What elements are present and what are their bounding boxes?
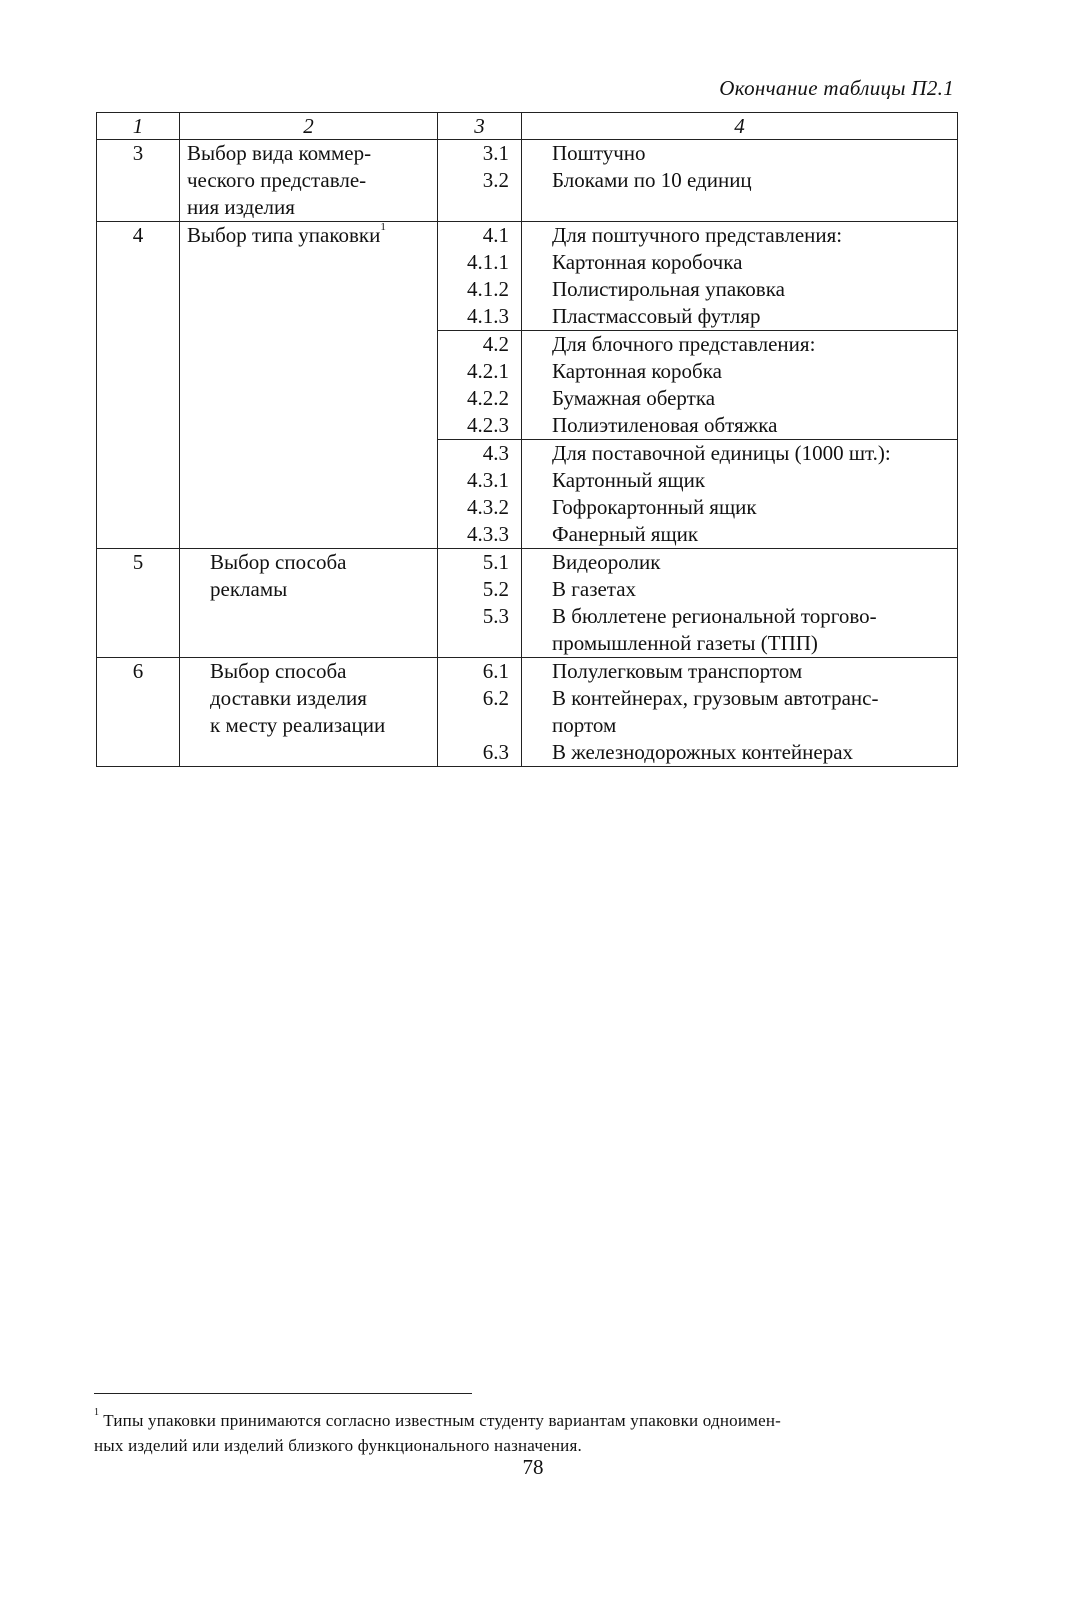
- code-cell: [438, 549, 522, 658]
- option-code: 4.2.1: [467, 359, 509, 383]
- row-number: 6: [132, 659, 144, 683]
- row-name: Выбор вида коммер- ческого представле- ния изделия: [187, 141, 372, 219]
- option-cell: [522, 549, 958, 658]
- row-number-cell: [97, 222, 180, 549]
- option-text: В газетах: [552, 577, 637, 601]
- option-code: 3.1: [482, 141, 509, 165]
- option-text: Картонная коробка: [552, 359, 722, 383]
- option-code: 4.1.3: [467, 304, 509, 328]
- option-text: Пластмассовый футляр: [552, 304, 761, 328]
- row-number-cell: [97, 549, 180, 658]
- option-code: 6.2: [482, 686, 509, 710]
- option-cell: [522, 331, 958, 440]
- option-code: 4.2.2: [467, 386, 509, 410]
- option-code: 4.2.3: [467, 413, 509, 437]
- row-name: Выбор типа упаковки: [187, 223, 381, 247]
- code-cell: [438, 658, 522, 767]
- option-cell: [522, 440, 958, 549]
- option-text: Гофрокартонный ящик: [552, 495, 757, 519]
- footnote-mark: 1: [94, 1407, 100, 1418]
- row-name-cell: [180, 658, 438, 767]
- option-text: Фанерный ящик: [552, 522, 699, 546]
- row-number: 4: [132, 223, 144, 247]
- row-number: 5: [132, 550, 144, 574]
- table-row: [97, 658, 958, 767]
- option-code: 4.3.3: [467, 522, 509, 546]
- row-name: Выбор способа доставки изделия к месту реализации: [210, 659, 386, 737]
- footnote: [94, 1408, 956, 1458]
- option-text: Для поставочной единицы (1000 шт.):: [552, 441, 891, 465]
- option-code: 4.3.2: [467, 495, 509, 519]
- option-cell: [522, 658, 958, 767]
- code-cell: [438, 222, 522, 331]
- option-code: 4.3.1: [467, 468, 509, 492]
- row-number-cell: [97, 140, 180, 222]
- row-name-cell: [180, 140, 438, 222]
- option-code: 4.3: [482, 441, 509, 465]
- header-cell: 3: [438, 113, 522, 140]
- option-text: Полистирольная упаковка: [552, 277, 785, 301]
- option-text: Видеоролик: [552, 550, 661, 574]
- option-cell: [522, 140, 958, 222]
- option-text: Для поштучного представления:: [552, 223, 843, 247]
- option-text: Поштучно: [552, 141, 646, 165]
- option-code: 3.2: [482, 168, 509, 192]
- data-table: [96, 112, 958, 767]
- option-text: Для блочного представления:: [552, 332, 816, 356]
- option-code: 5.1: [482, 550, 509, 574]
- option-text: Картонный ящик: [552, 468, 706, 492]
- option-code: 5.3: [482, 604, 509, 628]
- header-cell: 1: [97, 113, 180, 140]
- option-code: 4.1: [482, 223, 509, 247]
- option-text: В контейнерах, грузовым автотранс- портом: [552, 686, 879, 737]
- footnote-text: Типы упаковки принимаются согласно известным студенту вариантам упаковки одноимен- ных изделий или изделий близкого функционального назначения.: [94, 1411, 781, 1455]
- option-text: Бумажная обертка: [552, 386, 716, 410]
- option-cell: [522, 222, 958, 331]
- row-name-cell: [180, 549, 438, 658]
- table-caption: Окончание таблицы П2.1: [719, 76, 954, 100]
- option-text: В бюллетене региональной торгово- промышленной газеты (ТПП): [552, 604, 877, 655]
- option-code: 6.1: [482, 659, 509, 683]
- table-row: [97, 140, 958, 222]
- page-number: 78: [522, 1455, 544, 1479]
- code-cell: [438, 140, 522, 222]
- option-code: 5.2: [482, 577, 509, 601]
- option-text: В железнодорожных контейнерах: [552, 740, 854, 764]
- option-text: Полиэтиленовая обтяжка: [552, 413, 778, 437]
- option-text: Полулегковым транспортом: [552, 659, 803, 683]
- table-row: [97, 549, 958, 658]
- footnote-separator: [94, 1393, 472, 1394]
- table-header-row: [97, 113, 958, 140]
- table-row: [97, 222, 958, 331]
- row-name-cell: [180, 222, 438, 549]
- header-cell: 4: [522, 113, 958, 140]
- option-code: 4.1.1: [467, 250, 509, 274]
- code-cell: [438, 331, 522, 440]
- header-cell: 2: [180, 113, 438, 140]
- option-code: 4.2: [482, 332, 509, 356]
- option-code: 6.3: [482, 740, 509, 764]
- code-cell: [438, 440, 522, 549]
- row-number: 3: [132, 141, 144, 165]
- row-number-cell: [97, 658, 180, 767]
- option-text: Блоками по 10 единиц: [552, 168, 752, 192]
- row-name: Выбор способа рекламы: [210, 550, 347, 601]
- option-text: Картонная коробочка: [552, 250, 743, 274]
- footnote-reference: 1: [380, 221, 386, 233]
- option-code: 4.1.2: [467, 277, 509, 301]
